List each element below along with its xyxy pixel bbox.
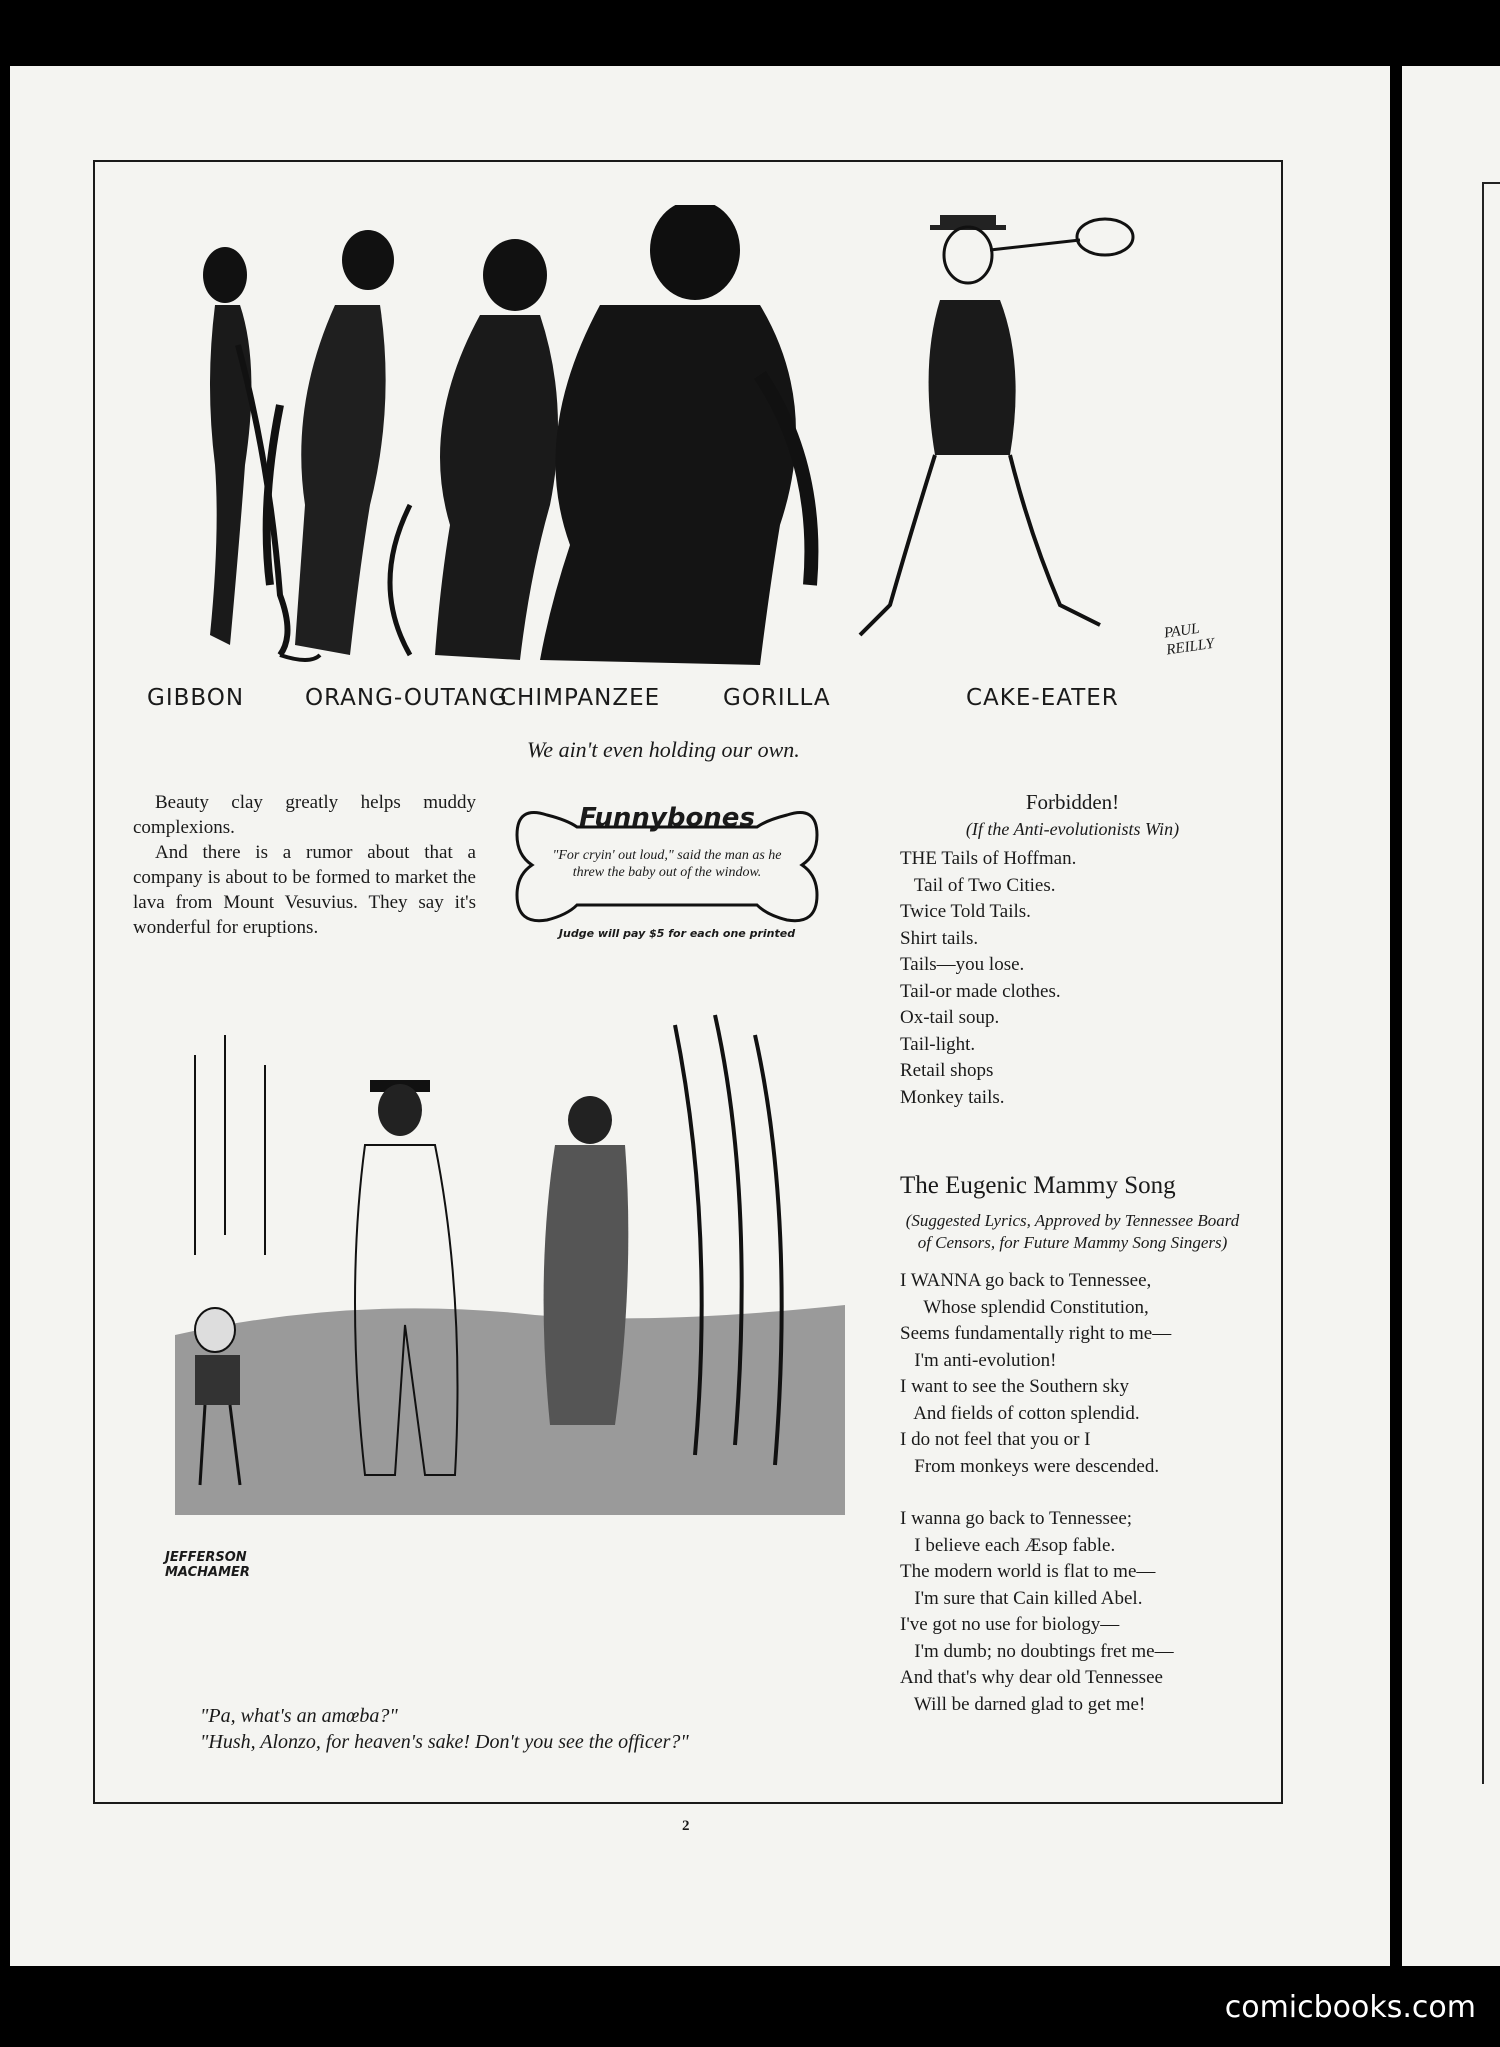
park-cartoon <box>155 995 870 1645</box>
poem-line: Monkey tails. <box>900 1086 1005 1108</box>
poem-line: I've got no use for biology— <box>900 1614 1120 1635</box>
amoeba-caption-line-1: "Pa, what's an amœba?" <box>200 1705 398 1727</box>
mammy-song-subtitle: (Suggested Lyrics, Approved by Tennessee Board of Censors, for Future Mammy Song Singers) <box>905 1211 1240 1252</box>
poem-line: Seems fundamentally right to me— <box>900 1323 1172 1344</box>
evolution-caption: We ain't even holding our own. <box>527 737 800 762</box>
forbidden-subtitle: (If the Anti-evolutionists Win) <box>965 819 1180 839</box>
chimpanzee-figure <box>390 239 558 660</box>
page-number: 2 <box>682 1818 690 1834</box>
forbidden-title: Forbidden! <box>1025 790 1120 814</box>
site-watermark: comicbooks.com <box>1224 1990 1476 2025</box>
top-artist-signature: PAUL REILLY <box>1163 620 1216 659</box>
poem-line: I believe each Æsop fable. <box>900 1534 1116 1556</box>
poem-line: From monkeys were descended. <box>900 1455 1160 1477</box>
poem-line: The modern world is flat to me— <box>900 1561 1156 1582</box>
cake-eater-figure <box>860 215 1133 635</box>
bottom-artist-signature: JEFFERSON MACHAMER <box>165 1550 250 1580</box>
poem-line: Twice Told Tails. <box>900 901 1031 922</box>
beauty-paragraph-2: And there is a rumor about that a company is about to be formed to market the lava from Mount Vesuvius. They say it's wonderful for eruptions. <box>133 842 476 938</box>
poem-line: I'm anti-evolution! <box>900 1349 1057 1371</box>
mammy-song <box>900 1172 1245 1718</box>
forbidden-poem <box>900 790 1245 1111</box>
beauty-paragraph-1: Beauty clay greatly helps muddy complexions. <box>133 792 476 838</box>
poem-line: Shirt tails. <box>900 927 979 949</box>
poem-line: Tail-or made clothes. <box>900 980 1061 1002</box>
gorilla-figure <box>540 205 811 665</box>
poem-line: I wanna go back to Tennessee; <box>900 1508 1133 1529</box>
amoeba-caption-line-2: "Hush, Alonzo, for heaven's sake! Don't you see the officer?" <box>200 1731 689 1753</box>
poem-line: Ox-tail soup. <box>900 1007 1000 1028</box>
poem-line: And fields of cotton splendid. <box>900 1402 1140 1424</box>
mammy-stanza-1 <box>900 1268 1245 1480</box>
poem-line: I do not feel that you or I <box>900 1429 1091 1450</box>
poem-line: THE Tails of Hoffman. <box>900 848 1077 869</box>
poem-line: I WANNA go back to Tennessee, <box>900 1270 1152 1291</box>
poem-line: I want to see the Southern sky <box>900 1376 1130 1397</box>
funnybones-title: Funnybones <box>579 803 755 833</box>
label-gibbon: GIBBON <box>147 685 245 711</box>
orangutan-figure <box>267 230 394 655</box>
poem-line: Tail of Two Cities. <box>900 874 1056 896</box>
poem-line: Whose splendid Constitution, <box>900 1296 1149 1318</box>
poem-line: Will be darned glad to get me! <box>900 1693 1146 1715</box>
facing-page-edge <box>1402 66 1500 1966</box>
poem-line: And that's why dear old Tennessee <box>900 1667 1163 1688</box>
label-gorilla: GORILLA <box>723 685 831 711</box>
label-chimpanzee: CHIMPANZEE <box>500 685 661 711</box>
label-orang-outang: ORANG-OUTANG <box>305 685 508 711</box>
poem-line: I'm sure that Cain killed Abel. <box>900 1587 1143 1609</box>
poem-line: Retail shops <box>900 1060 994 1081</box>
funnybones-joke: "For cryin' out loud," said the man as he threw the baby out of the window. <box>552 848 782 880</box>
forbidden-lines <box>900 846 1245 1111</box>
label-cake-eater: CAKE-EATER <box>966 685 1119 711</box>
mammy-stanza-2 <box>900 1506 1245 1718</box>
beauty-column <box>133 790 476 940</box>
poem-line: Tails—you lose. <box>900 954 1025 975</box>
funnybones-footer: Judge will pay $5 for each one printed <box>558 927 796 940</box>
evolution-cartoon <box>120 205 1230 675</box>
poem-line: I'm dumb; no doubtings fret me— <box>900 1640 1174 1662</box>
funnybones-box <box>507 795 827 945</box>
mammy-song-title: The Eugenic Mammy Song <box>900 1172 1176 1199</box>
poem-line: Tail-light. <box>900 1033 976 1055</box>
